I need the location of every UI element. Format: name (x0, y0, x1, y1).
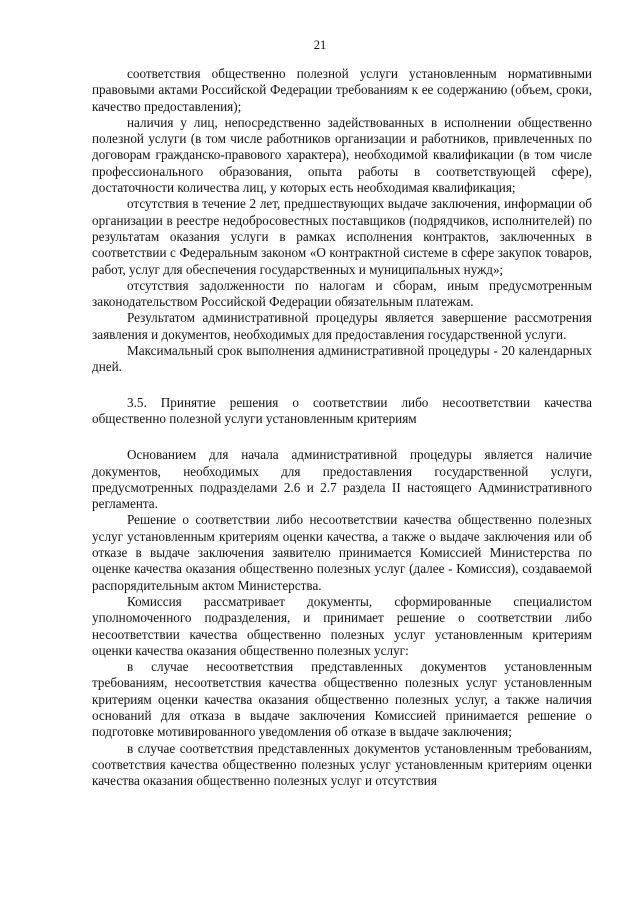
document-body (92, 66, 592, 789)
section-heading: 3.5. Принятие решения о соответствии либо несоответствии качества общественно полезной услуги установленным критериям (92, 394, 592, 426)
paragraph: Комиссия рассматривает документы, сформированные специалистом уполномоченного подразделения, и принимает решение о соответствии либо несоответствии качества общественно полезных услуг установленным критериям оценки качества оказания общественно полезных услуг: (92, 593, 592, 658)
paragraph: Решение о соответствии либо несоответствии качества общественно полезных услуг установленным критериям оценки качества, а также о выдаче заключения или об отказе в выдаче заключения заявителю принимается Комиссией Министерства по оценке качества оказания общественно полезных услуг (далее - Комиссия), создаваемой распорядительным актом Министерства. (92, 512, 592, 593)
paragraph: отсутствия в течение 2 лет, предшествующих выдаче заключения, информации об организации в реестре недобросовестных поставщиков (подрядчиков, исполнителей) по результатам оказания услуги в рамках исполнения контрактов, заключенных в соответствии с Федеральным законом «О контрактной системе в сфере закупок товаров, работ, услуг для обеспечения государственных и муниципальных нужд»; (92, 196, 592, 277)
paragraph: Результатом административной процедуры является завершение рассмотрения заявления и документов, необходимых для предоставления государственной услуги. (92, 310, 592, 342)
paragraph: в случае несоответствия представленных документов установленным требованиям, несоответствия качества общественно полезных услуг установленным критериям оценки качества оказания общественно полезных услуг, а также наличия оснований для отказа в выдаче заключения Комиссией принимается решение о подготовке мотивированного уведомления об отказе в выдаче заключения; (92, 659, 592, 740)
page-number: 21 (313, 38, 327, 52)
paragraph: наличия у лиц, непосредственно задействованных в исполнении общественно полезной услуги (в том числе работников организации и работников, привлеченных по договорам гражданско-правового характера), необходимой квалификации (в том числе профессионального образования, опыта работы в соответствующей сфере), достаточности количества лиц, у которых есть необходимая квалификация; (92, 114, 592, 196)
paragraph: соответствия общественно полезной услуги установленным нормативными правовыми актами Российской Федерации требованиям к ее содержанию (объем, сроки, качество предоставления); (92, 66, 592, 114)
paragraph: отсутствия задолженности по налогам и сборам, иным предусмотренным законодательством Российской Федерации обязательным платежам. (92, 277, 592, 310)
paragraph: в случае соответствия представленных документов установленным требованиям, соответствия качества общественно полезных услуг установленным критериям оценки качества оказания общественно полезных услуг и отсутствия (92, 740, 592, 789)
paragraph: Основанием для начала административной процедуры является наличие документов, необходимых для предоставления государственной услуги, предусмотренных подразделами 2.6 и 2.7 раздела II настоящего Административного регламента. (92, 447, 592, 512)
paragraph: Максимальный срок выполнения административной процедуры - 20 календарных дней. (92, 343, 592, 375)
